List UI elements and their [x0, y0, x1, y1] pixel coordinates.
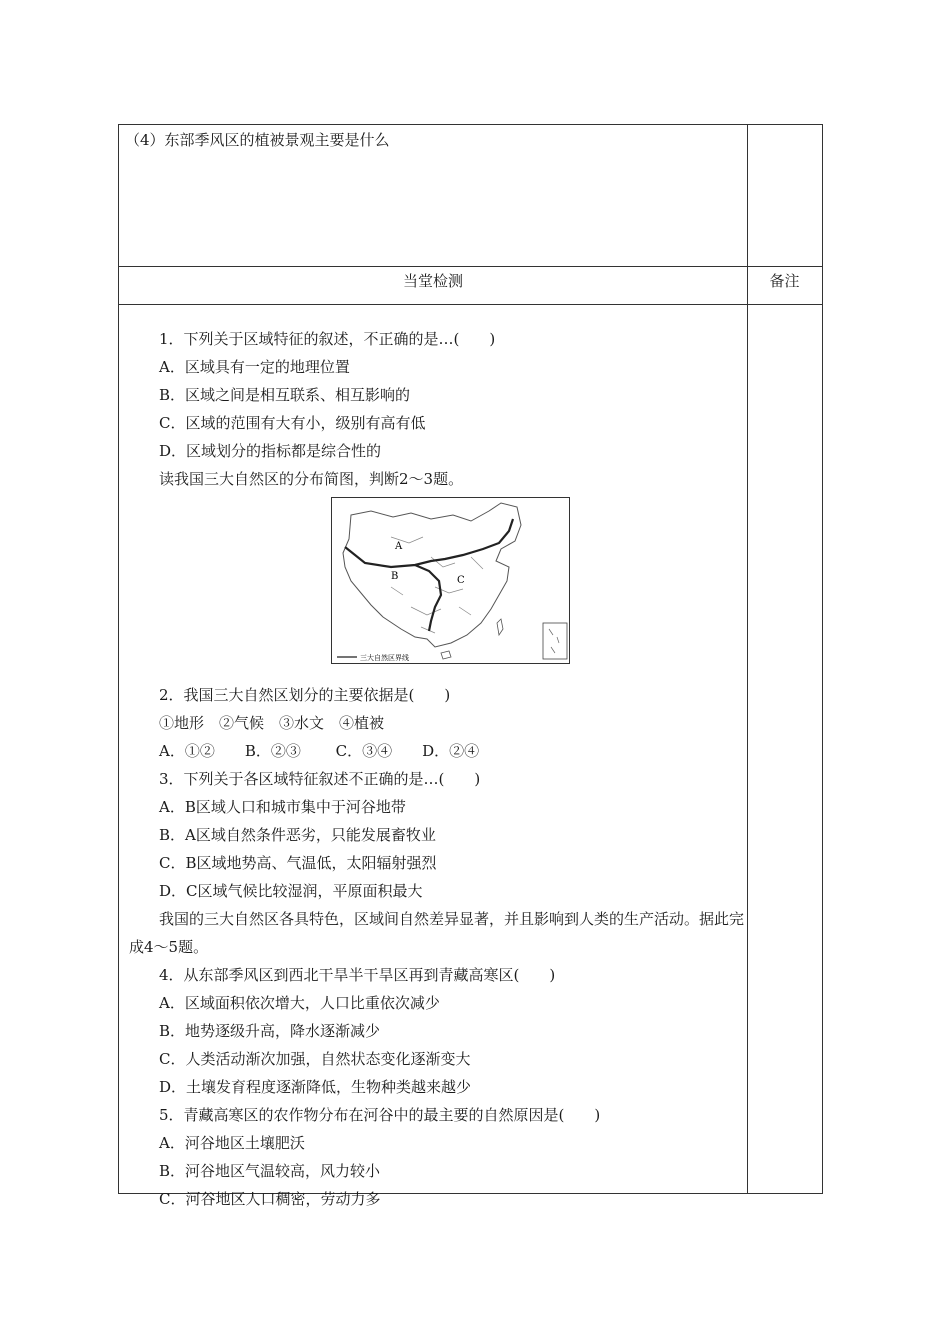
q1-option-d: D．区域划分的指标都是综合性的: [159, 442, 382, 460]
china-natural-regions-map: [331, 497, 570, 664]
q3-option-b: B．A区域自然条件恶劣，只能发展畜牧业: [159, 826, 436, 844]
q5-option-a: A．河谷地区土壤肥沃: [159, 1134, 305, 1152]
q3-option-d: D．C区域气候比较湿润，平原面积最大: [159, 882, 423, 900]
legend-label: 三大自然区界线: [360, 654, 409, 662]
q4-option-c: C．人类活动渐次加强，自然状态变化逐渐变大: [159, 1050, 471, 1068]
section-title: 当堂检测: [402, 272, 463, 290]
q4-stem: 4．从东部季风区到西北干旱半干旱区再到青藏高寒区( ): [159, 966, 556, 984]
q1-option-b: B．区域之间是相互联系、相互影响的: [159, 386, 411, 404]
remarks-header: 备注: [769, 272, 800, 290]
region-label-a: A: [395, 541, 403, 552]
intro-2-3: 读我国三大自然区的分布简图，判断2～3题。: [159, 470, 464, 488]
q1-option-c: C．区域的范围有大有小，级别有高有低: [159, 414, 426, 432]
row-divider-2: [119, 304, 822, 305]
q1-option-a: A．区域具有一定的地理位置: [159, 358, 350, 376]
region-label-c: C: [457, 575, 465, 586]
q3-option-a: A．B区域人口和城市集中于河谷地带: [159, 798, 406, 816]
q1-stem: 1．下列关于区域特征的叙述，不正确的是…( ): [159, 330, 496, 348]
q4-option-b: B．地势逐级升高，降水逐渐减少: [159, 1022, 381, 1040]
region-label-b: B: [391, 571, 399, 582]
q5-option-c: C．河谷地区人口稠密，劳动力多: [159, 1190, 381, 1208]
q3-option-c: C．B区域地势高、气温低，太阳辐射强烈: [159, 854, 437, 872]
q3-stem: 3．下列关于各区域特征叙述不正确的是…( ): [159, 770, 481, 788]
map-frame: [332, 498, 570, 664]
q4-option-a: A．区域面积依次增大，人口比重依次减少: [159, 994, 440, 1012]
q2-options: A．①② B．②③ C．③④ D．②④: [159, 742, 480, 760]
q2-items: ①地形 ②气候 ③水文 ④植被: [159, 714, 385, 732]
worksheet-table: [118, 124, 823, 1208]
intro-4-5: 我国的三大自然区各具特色，区域间自然差异显著，并且影响到人类的生产活动。据此完成4～5题。: [129, 910, 745, 956]
q5-option-b: B．河谷地区气温较高，风力较小: [159, 1162, 381, 1180]
question-4-prompt: （4）东部季风区的植被景观主要是什么: [125, 131, 390, 149]
q5-stem: 5．青藏高寒区的农作物分布在河谷中的最主要的自然原因是( ): [159, 1106, 601, 1124]
row-divider-1: [119, 266, 822, 267]
q2-stem: 2．我国三大自然区划分的主要依据是( ): [159, 686, 451, 704]
quiz-content: [129, 325, 745, 1213]
q4-option-d: D．土壤发育程度逐渐降低，生物种类越来越少: [159, 1078, 472, 1096]
south-china-sea-inset: [543, 623, 567, 659]
